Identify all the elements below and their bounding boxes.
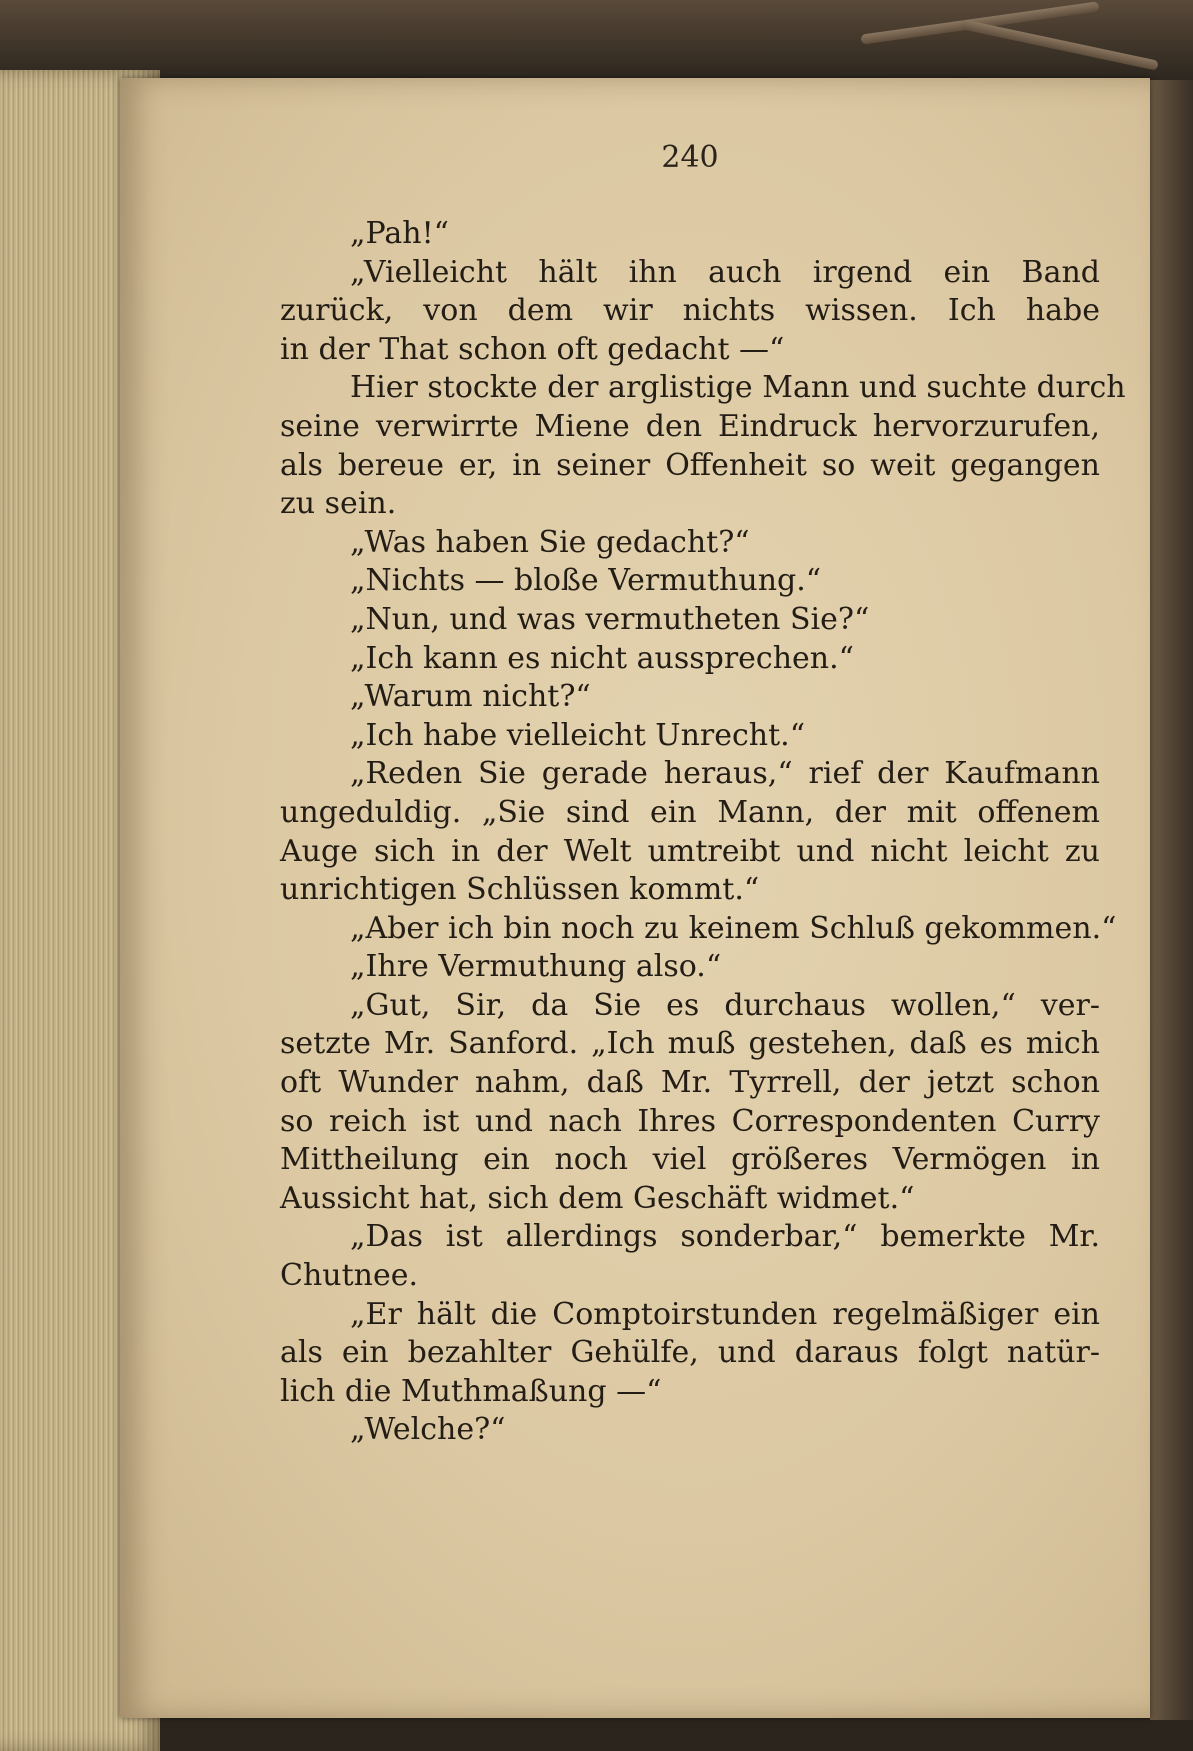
text-line: „Warum nicht?“ [350,679,591,715]
text-line: „Was haben Sie gedacht?“ [350,524,750,560]
text-line: „Gut, Sir, da Sie es durchaus wollen,“ ver- [350,987,1100,1023]
text-line: Auge sich in der Welt umtreibt und nicht leicht zu [280,833,1100,869]
text-line: ungeduldig. „Sie sind ein Mann, der mit offenem [280,794,1100,830]
text-line: „Das ist allerdings sonderbar,“ bemerkte Mr. [350,1219,1100,1255]
text-line: „Vielleicht hält ihn auch irgend ein Band [350,254,1100,290]
text-line: „Nun, und was vermutheten Sie?“ [350,601,870,637]
text-line: zurück, von dem wir nichts wissen. Ich habe [280,293,1100,329]
book-binding [0,0,1193,80]
text-line: als bereue er, in seiner Offenheit so weit gegangen [280,447,1100,483]
text-line: „Welche?“ [350,1412,506,1448]
text-line: „Ich habe vielleicht Unrecht.“ [350,717,806,753]
text-line: in der That schon oft gedacht —“ [280,331,785,367]
page-number: 240 [661,140,719,175]
text-line: oft Wunder nahm, daß Mr. Tyrrell, der jetzt schon [280,1065,1100,1101]
text-line: Mittheilung ein noch viel größeres Vermögen in [280,1142,1100,1178]
text-line: setzte Mr. Sanford. „Ich muß gestehen, daß es mich [280,1026,1100,1062]
text-line: „Pah!“ [350,216,449,251]
text-line: „Ihre Vermuthung also.“ [350,949,722,985]
text-line: Aussicht hat, sich dem Geschäft widmet.“ [280,1180,915,1216]
text-line: Hier stockte der arglistige Mann und suchte durch [350,370,1126,406]
text-line: „Er hält die Comptoirstunden regelmäßiger ein [350,1296,1100,1332]
page-text [280,215,1126,1450]
binding-cord [961,19,1159,70]
text-line: „Ich kann es nicht aussprechen.“ [350,640,854,676]
facing-page-edge [1150,80,1193,1720]
text-line: so reich ist und nach Ihres Correspondenten Curry [280,1103,1100,1139]
text-line: als ein bezahlter Gehülfe, und daraus folgt natür- [280,1335,1100,1371]
text-line: unrichtigen Schlüssen kommt.“ [280,872,760,908]
text-line: Chutnee. [280,1258,419,1294]
text-line: „Nichts — bloße Vermuthung.“ [350,563,822,599]
text-line: zu sein. [280,486,397,522]
text-line: lich die Muthmaßung —“ [280,1373,662,1409]
text-line: „Aber ich bin noch zu keinem Schluß gekommen.“ [350,910,1117,946]
text-line: „Reden Sie gerade heraus,“ rief der Kaufmann [350,756,1100,792]
text-line: seine verwirrte Miene den Eindruck hervorzurufen, [280,408,1100,444]
